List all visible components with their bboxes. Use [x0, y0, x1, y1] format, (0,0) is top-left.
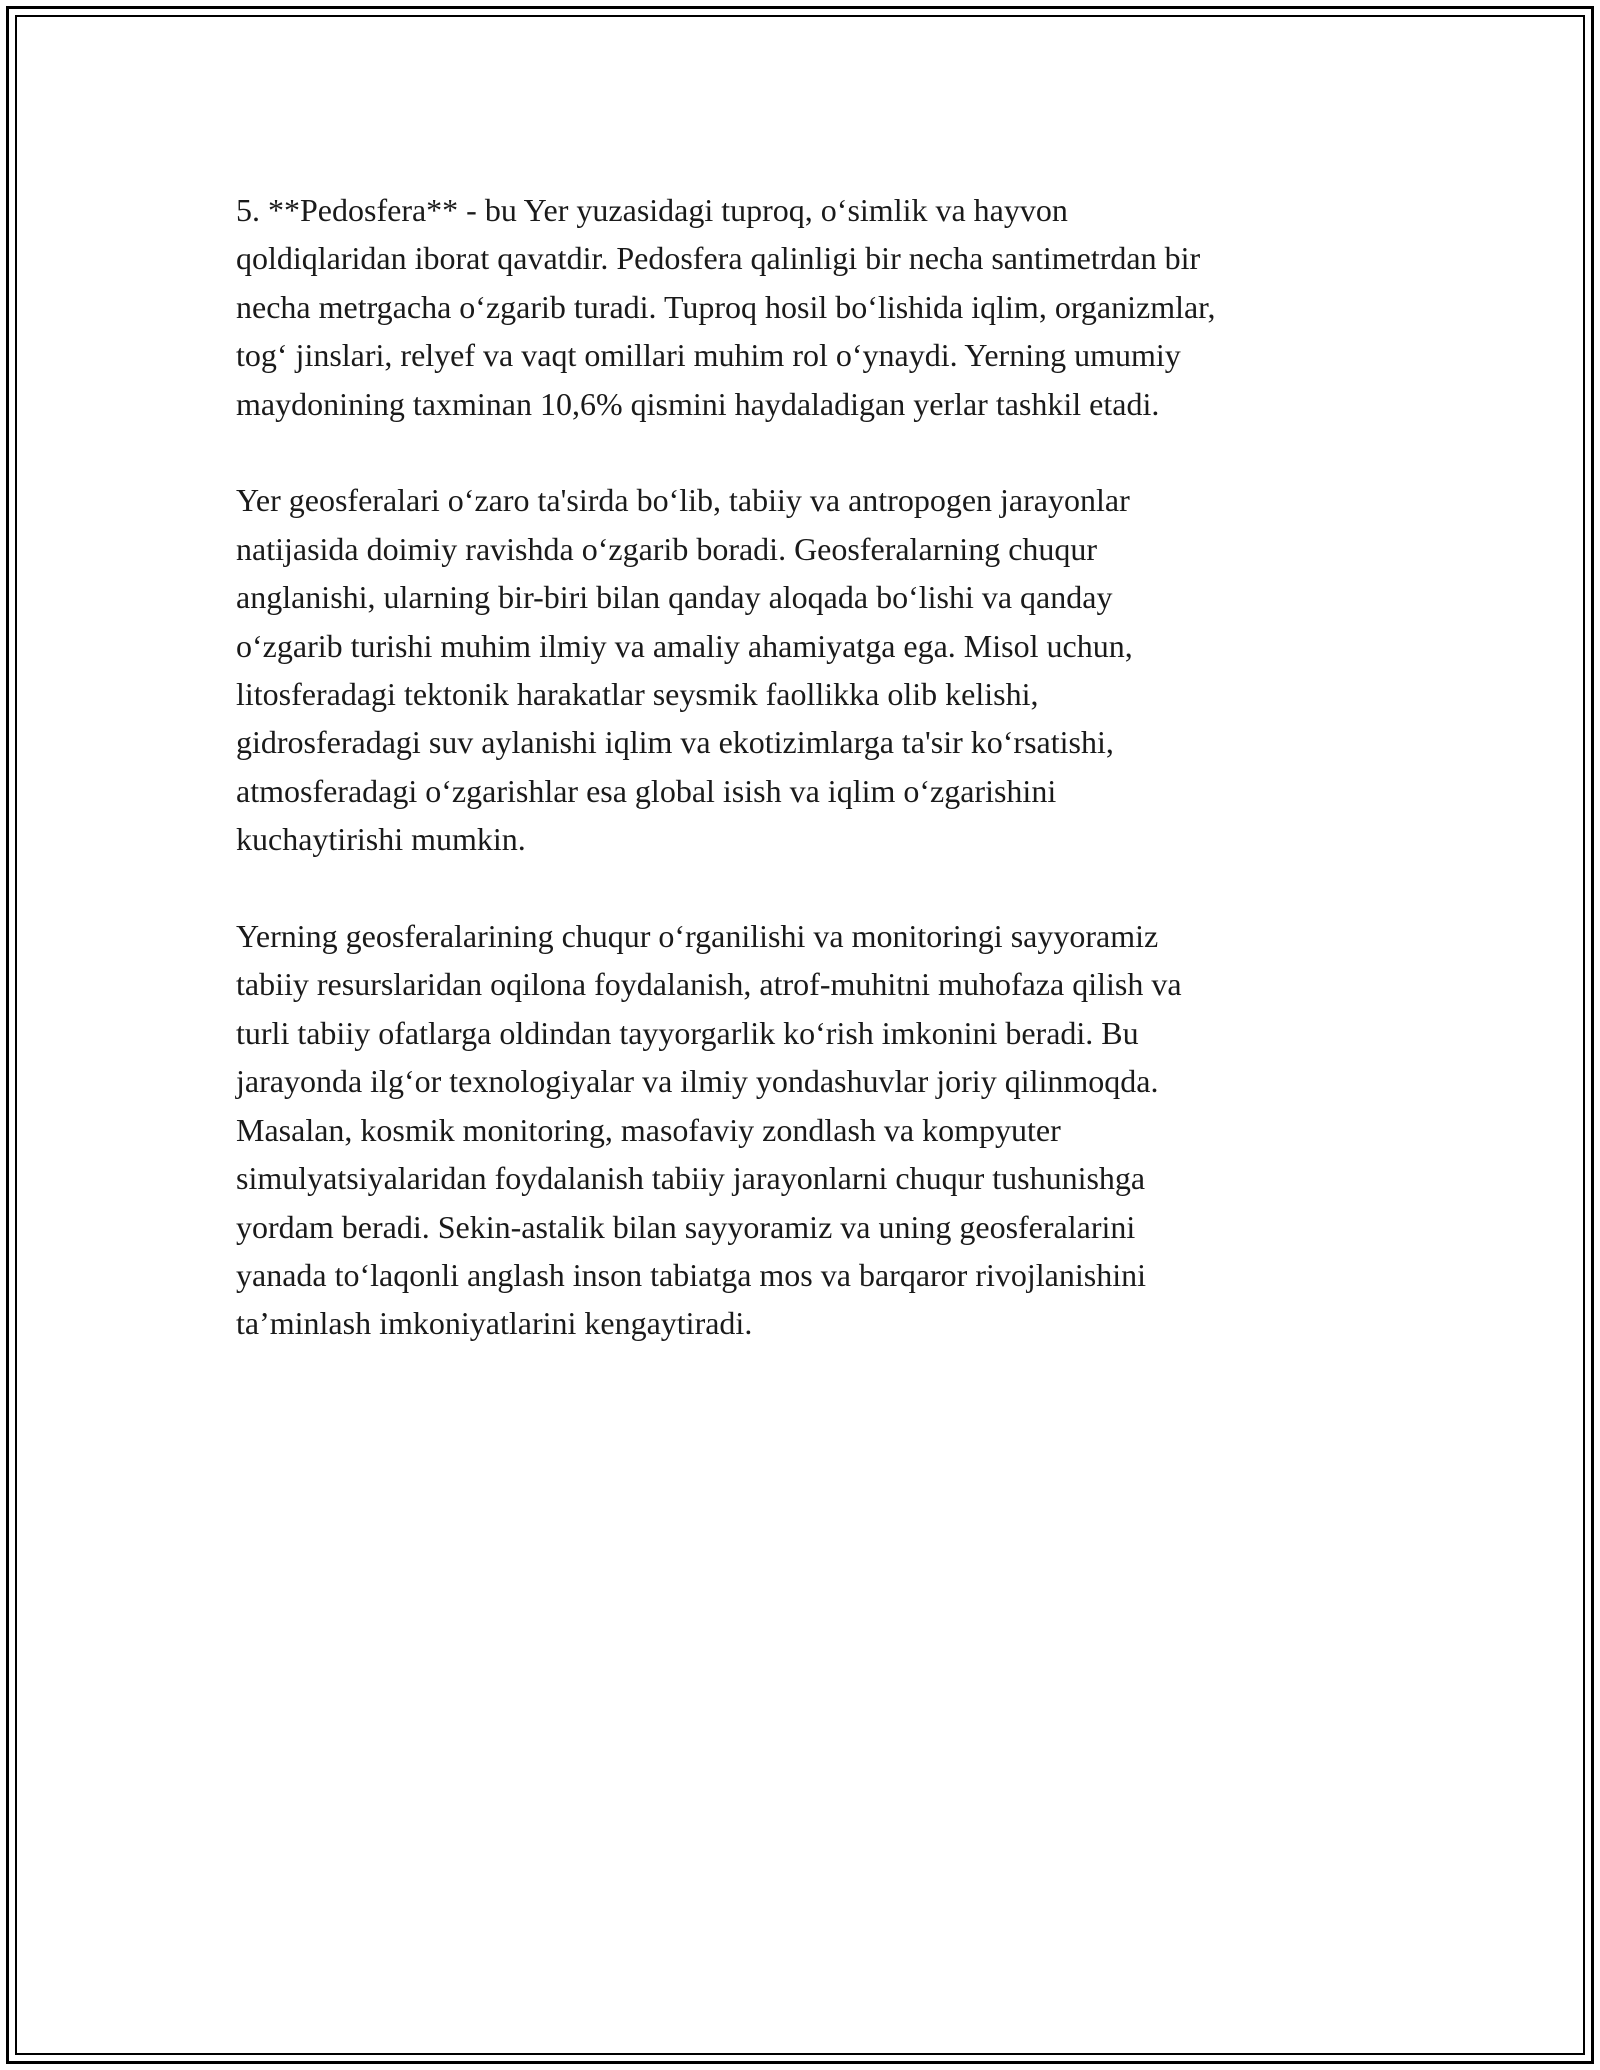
- paragraph-pedosfera: 5. **Pedosfera** - bu Yer yuzasidagi tuproq, o‘simlik va hayvon qoldiqlaridan iborat qavatdir. Pedosfera qalinligi bir necha santimetrdan bir necha metrgacha o‘zgarib turadi. Tuproq hosil bo‘lishida iqlim, organizmlar, tog‘ jinslari, relyef va vaqt omillari muhim rol o‘ynaydi. Yerning umumiy maydonining taxminan 10,6% qismini haydaladigan yerlar tashkil etadi.: [236, 192, 1216, 422]
- document-body: [236, 186, 1376, 1396]
- paragraph-geosphere-interaction: Yer geosferalari o‘zaro ta'sirda bo‘lib, tabiiy va antropogen jarayonlar natijasida doimiy ravishda o‘zgarib boradi. Geosferalarning chuqur anglanishi, ularning bir-biri bilan qanday aloqada bo‘lishi va qanday o‘zgarib turishi muhim ilmiy va amaliy ahamiyatga ega. Misol uchun, litosferadagi tektonik harakatlar seysmik faollikka olib kelishi, gidrosferadagi suv aylanishi iqlim va ekotizimlarga ta'sir ko‘rsatishi, atmosferadagi o‘zgarishlar esa global isish va iqlim o‘zgarishini kuchaytirishi mumkin.: [236, 482, 1133, 858]
- paragraph-geosphere-monitoring: Yerning geosferalarining chuqur o‘rganilishi va monitoringi sayyoramiz tabiiy resurslaridan oqilona foydalanish, atrof-muhitni muhofaza qilish va turli tabiiy ofatlarga oldindan tayyorgarlik ko‘rish imkonini beradi. Bu jarayonda ilg‘or texnologiyalar va ilmiy yondashuvlar joriy qilinmoqda. Masalan, kosmik monitoring, masofaviy zondlash va kompyuter simulyatsiyalaridan foydalanish tabiiy jarayonlarni chuqur tushunishga yordam beradi. Sekin-astalik bilan sayyoramiz va uning geosferalarini yanada to‘laqonli anglash inson tabiatga mos va barqaror rivojlanishini ta’minlash imkoniyatlarini kengaytiradi.: [236, 918, 1182, 1342]
